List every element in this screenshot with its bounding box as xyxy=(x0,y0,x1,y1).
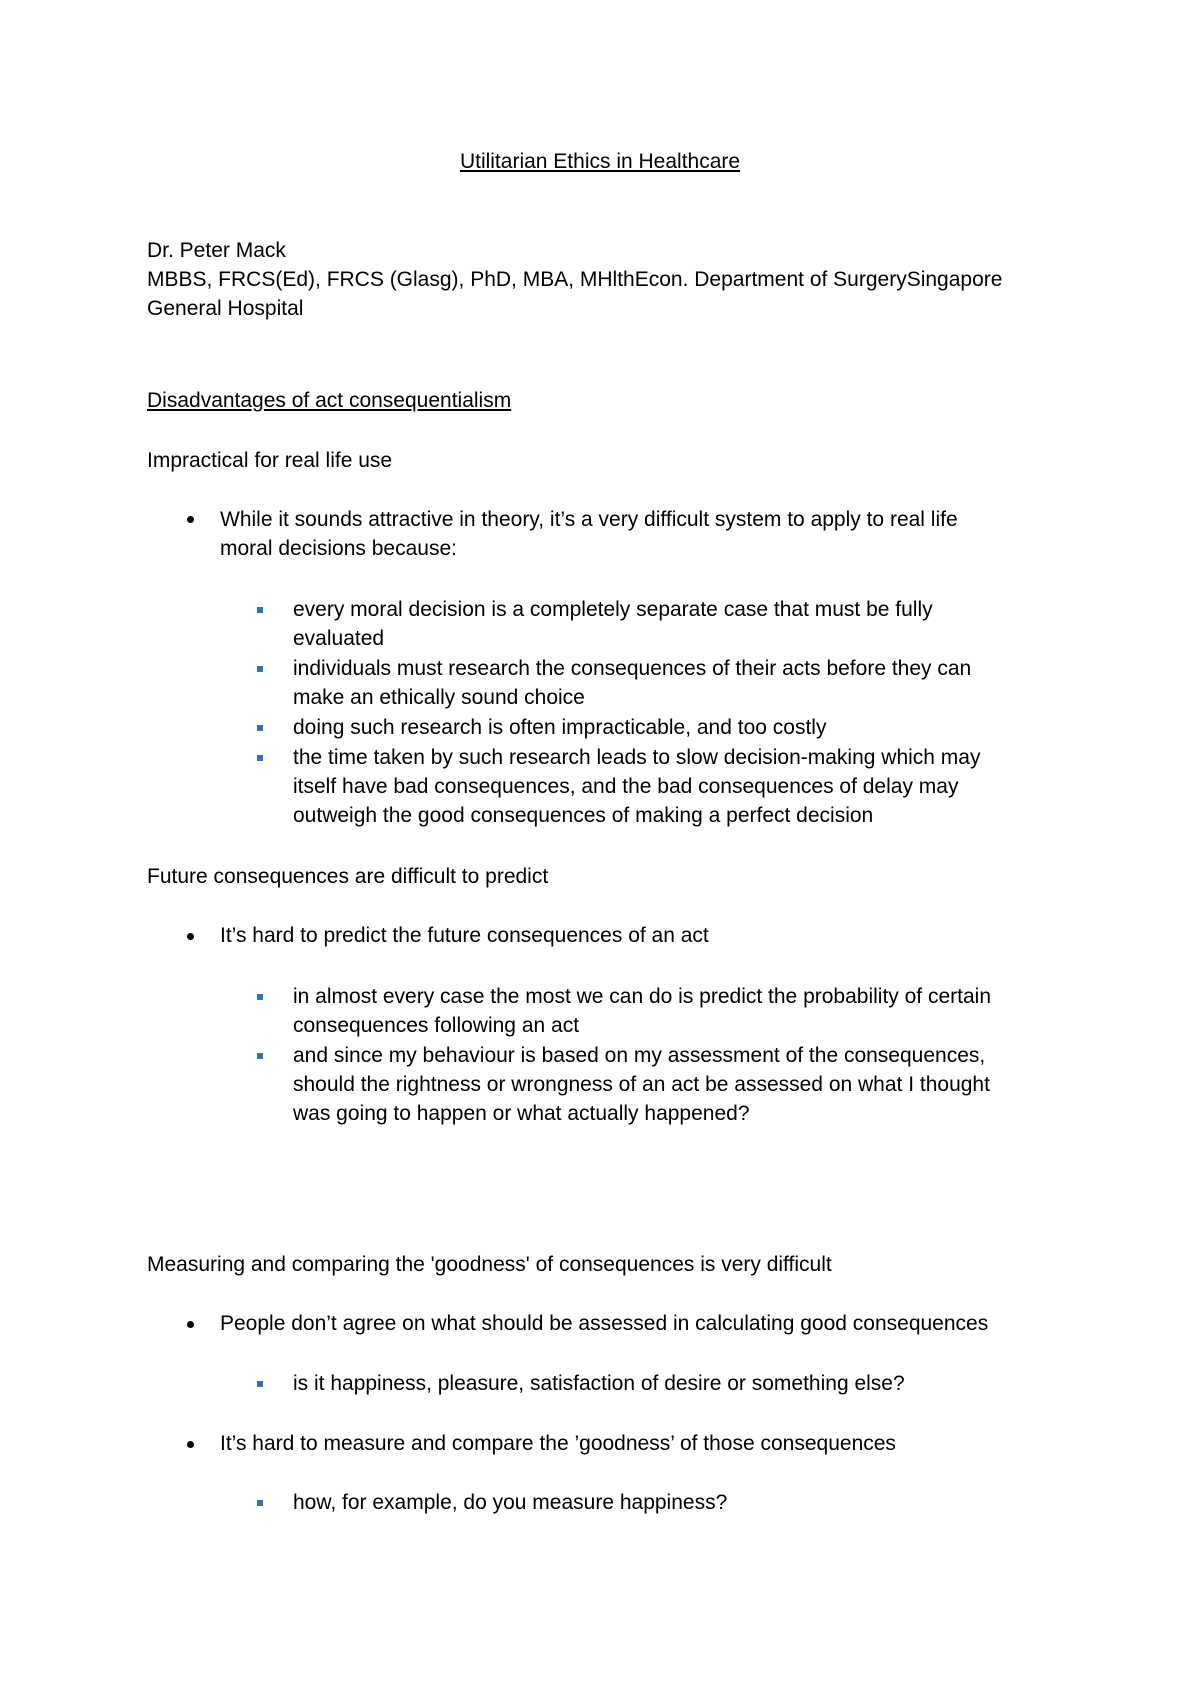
sub-bullet-square xyxy=(257,1500,263,1506)
sub-bullet-text: doing such research is often impracticable, and too costly xyxy=(293,716,827,739)
bullet-dot xyxy=(187,933,194,940)
bullet-text: People don’t agree on what should be assessed in calculating good consequences xyxy=(220,1312,989,1335)
sub-bullet-text: itself have bad consequences, and the bad consequences of delay may xyxy=(293,775,959,798)
document-title: Utilitarian Ethics in Healthcare xyxy=(459,150,741,173)
section-heading: Disadvantages of act consequentialism xyxy=(147,389,512,412)
sub-bullet-square xyxy=(257,666,263,672)
sub-bullet-text: and since my behaviour is based on my assessment of the consequences, xyxy=(293,1044,986,1067)
bullet-text: While it sounds attractive in theory, it’s a very difficult system to apply to real life xyxy=(220,508,958,531)
bullet-dot xyxy=(187,1441,194,1448)
sub-bullet-square xyxy=(257,755,263,761)
bullet-text: It’s hard to measure and compare the ’goodness’ of those consequences xyxy=(220,1432,896,1455)
sub-bullet-square xyxy=(257,1381,263,1387)
subsection-heading: Future consequences are difficult to predict xyxy=(147,865,549,888)
sub-bullet-square xyxy=(257,725,263,731)
sub-bullet-text: consequences following an act xyxy=(293,1014,580,1037)
sub-bullet-text: evaluated xyxy=(293,627,385,650)
sub-bullet-square xyxy=(257,607,263,613)
sub-bullet-text: make an ethically sound choice xyxy=(293,686,585,709)
sub-bullet-text: the time taken by such research leads to slow decision-making which may xyxy=(293,746,981,769)
sub-bullet-text: is it happiness, pleasure, satisfaction of desire or something else? xyxy=(293,1372,905,1395)
bullet-dot xyxy=(187,1321,194,1328)
sub-bullet-text: in almost every case the most we can do is predict the probability of certain xyxy=(293,985,992,1008)
sub-bullet-text: how, for example, do you measure happiness? xyxy=(293,1491,728,1514)
author-name: Dr. Peter Mack xyxy=(147,239,286,262)
sub-bullet-square xyxy=(257,1053,263,1059)
subsection-heading: Impractical for real life use xyxy=(147,449,393,472)
sub-bullet-text: individuals must research the consequences of their acts before they can xyxy=(293,657,972,680)
sub-bullet-text: every moral decision is a completely separate case that must be fully xyxy=(293,598,933,621)
author-affiliation-line-2: General Hospital xyxy=(147,297,304,320)
bullet-text: moral decisions because: xyxy=(220,537,457,560)
bullet-dot xyxy=(187,516,194,523)
author-affiliation-line-1: MBBS, FRCS(Ed), FRCS (Glasg), PhD, MBA, MHlthEcon. Department of SurgerySingapore xyxy=(147,268,1003,291)
sub-bullet-text: should the rightness or wrongness of an act be assessed on what I thought xyxy=(293,1073,990,1096)
sub-bullet-text: outweigh the good consequences of making a perfect decision xyxy=(293,804,874,827)
sub-bullet-square xyxy=(257,994,263,1000)
bullet-text: It’s hard to predict the future consequences of an act xyxy=(220,924,709,947)
sub-bullet-text: was going to happen or what actually happened? xyxy=(293,1102,750,1125)
subsection-heading: Measuring and comparing the 'goodness' of consequences is very difficult xyxy=(147,1253,832,1276)
